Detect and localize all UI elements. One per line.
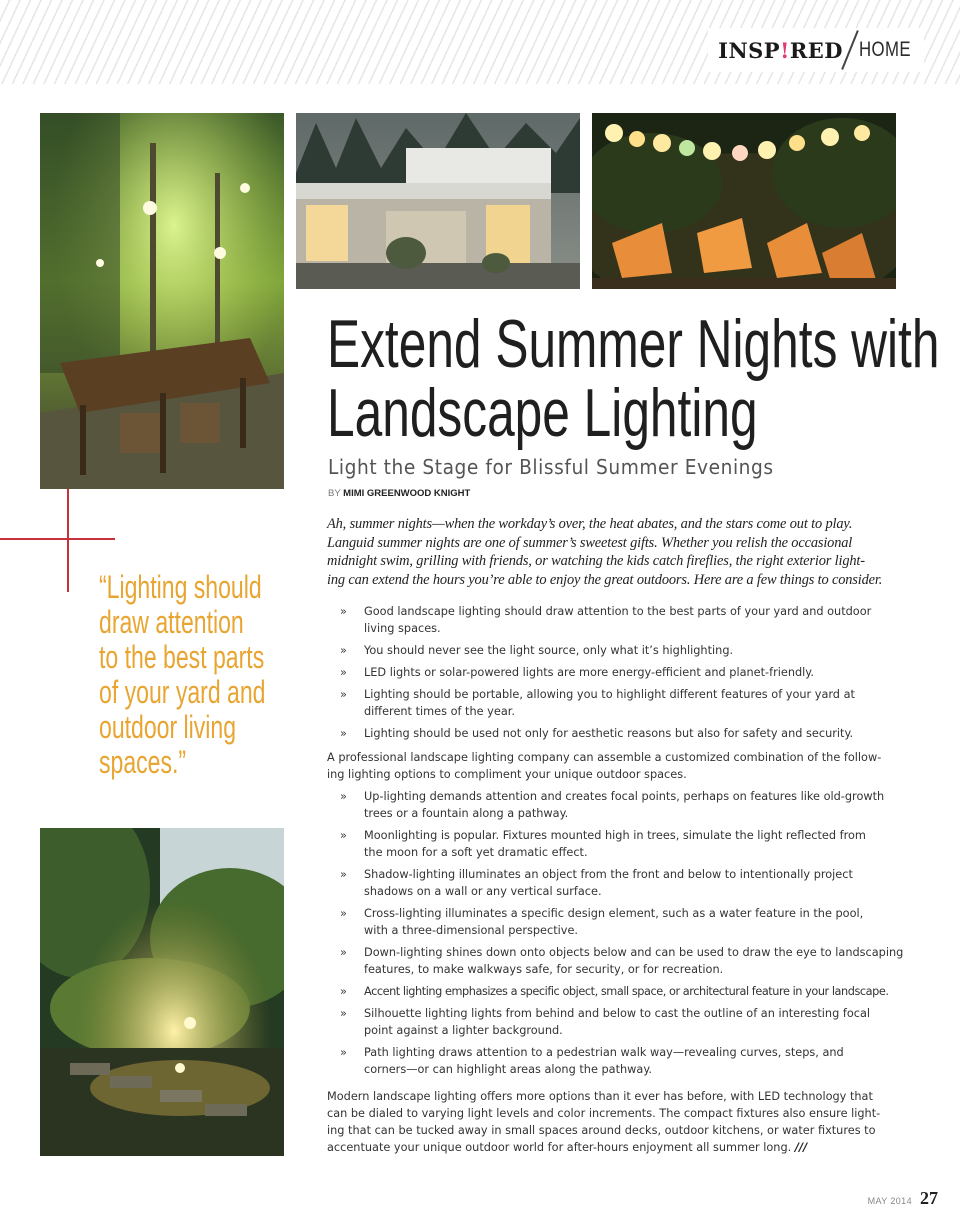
pull-quote-line: “Lighting should [99,569,262,605]
byline-author: MIMI GREENWOOD KNIGHT [343,488,471,499]
pull-quote-line: draw attention [99,604,244,640]
pull-quote [99,569,266,780]
list-item: » Lighting should be used not only for aesthetic reasons but also for safety and security. [327,725,899,742]
page-number: 27 [920,1188,938,1208]
list-item: » You should never see the light source, only what it’s highlighting. [327,642,899,659]
list-item: » Silhouette lighting lights from behind and below to cast the outline of an interesting focal point against a lighter background. [327,1005,899,1039]
section-label: HOME [859,38,911,61]
byline [328,488,470,499]
list-item: » Path lighting draws attention to a pedestrian walk way—revealing curves, steps, and corners—or can highlight areas along the pathway. [327,1044,899,1078]
list-item: » Moonlighting is popular. Fixtures mounted high in trees, simulate the light reflected from the moon for a soft yet dramatic effect. [327,827,899,861]
lanterns-chairs-photo [592,113,896,289]
list-item: » Good landscape lighting should draw attention to the best parts of your yard and outdoor living spaces. [327,603,899,637]
end-mark: /// [794,1141,808,1155]
masthead [708,28,924,72]
intro-paragraph: Ah, summer nights—when the workday’s over, the heat abates, and the stars come out to play. Languid summer nights are one of summer’s sweetest gifts. Whether you relish the occasional midnight swim, grilling with friends, or watching the kids catch fireflies, the right exterior light- ing can extend the hours you’re able to enjoy the great outdoors. Here are a few things to consider. [327,516,883,588]
article-body [327,515,904,1156]
list-item: » Up-lighting demands attention and creates focal points, perhaps on features like old-growth trees or a fountain along a pathway. [327,788,899,822]
list-item: » Cross-lighting illuminates a specific design element, such as a water feature in the pool, with a three-dimensional perspective. [327,905,899,939]
options-intro-paragraph: A professional landscape lighting company can assemble a customized combination of the follow- ing lighting options to compliment your unique outdoor spaces. [327,751,882,782]
page-folio [868,1188,938,1209]
modern-house-photo [296,113,580,289]
pull-quote-line: outdoor living [99,709,237,745]
pull-quote-line: of your yard and [99,674,266,710]
brand-divider [841,30,859,70]
pull-quote-line: spaces.” [99,744,187,780]
list-item: » Down-lighting shines down onto objects below and can be used to draw the eye to landscaping features, to make walkways safe, for security, or for recreation. [327,944,899,978]
lighting-options-list [327,788,904,1078]
list-item: » LED lights or solar-powered lights are more energy-efficient and planet-friendly. [327,664,899,681]
tips-list [327,603,899,742]
pull-quote-line: to the best parts [99,639,265,675]
article-headline: Extend Summer Nights with Landscape Lighting [327,306,940,451]
patio-dining-photo [40,113,284,489]
article-subhead: Light the Stage for Blissful Summer Evenings [328,455,774,479]
accent-rule-horizontal [0,538,115,540]
byline-prefix: BY [328,488,341,499]
brand-logo-inspired: INSP!RED [718,37,843,63]
accent-rule-vertical [67,489,69,592]
list-item: » Shadow-lighting illuminates an object from the front and below to intentionally project shadows on a wall or any vertical surface. [327,866,899,900]
list-item: » Accent lighting emphasizes a specific object, small space, or architectural feature in your landscape. [327,983,899,1000]
garden-pond-photo [40,828,284,1156]
closing-paragraph: Modern landscape lighting offers more options than it ever has before, with LED technology that can be dialed to varying light levels and color increments. The compact fixtures also ensure light- ing that can be tucked away in small spaces around decks, outdoor kitchens, or water fixtures to accentuate your unique outdoor world for after-hours enjoyment all summer long. /// [327,1090,881,1155]
list-item: » Lighting should be portable, allowing you to highlight different features of your yard at different times of the year. [327,686,899,720]
issue-date: MAY 2014 [867,1196,912,1206]
